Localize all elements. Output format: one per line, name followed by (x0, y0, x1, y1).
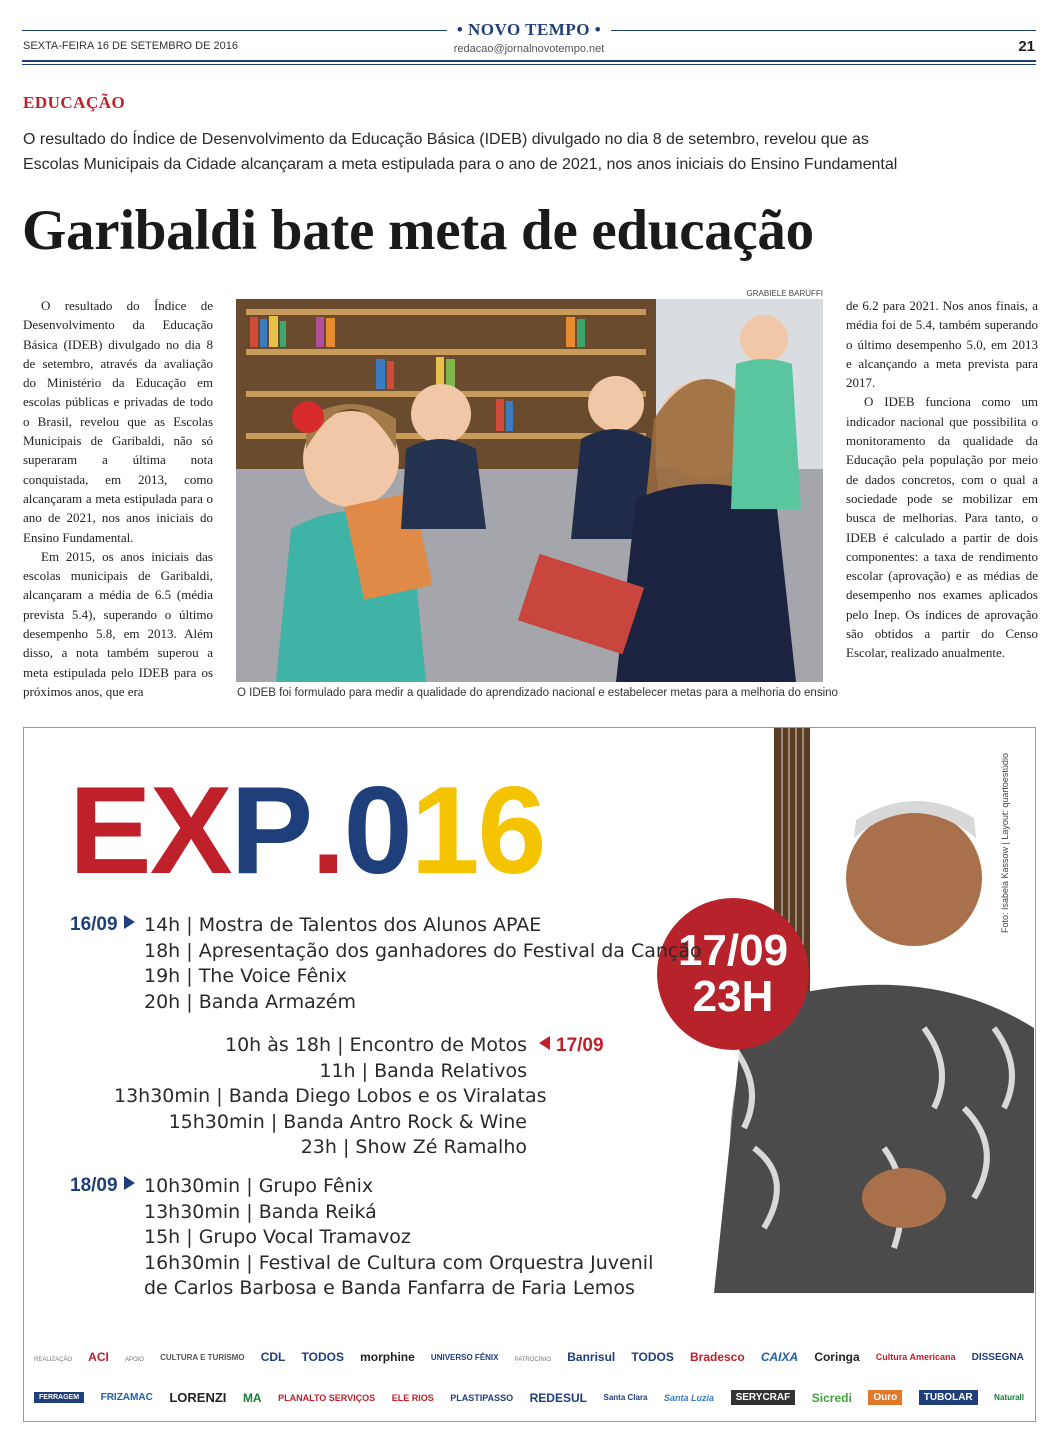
day-3-label: 18/09 (70, 1175, 135, 1197)
schedule-item: 15h30min | Banda Antro Rock & Wine (168, 1110, 527, 1133)
sponsor-logo: PLANALTO SERVIÇOS (278, 1392, 376, 1403)
sponsor-logo: CAIXA (760, 1350, 799, 1364)
sponsor-logo: CDL (260, 1350, 286, 1364)
sponsors-row-2 (34, 1390, 1024, 1405)
logo-letter: X (149, 762, 231, 900)
photo-layout-credit: Foto: Isabela Kassow | Layout: quartoestúdio (1000, 753, 1010, 933)
article-column-left (23, 296, 213, 701)
logo-letter: 0 (343, 762, 411, 900)
photo-caption: O IDEB foi formulado para medir a qualidade do aprendizado nacional e estabelecer metas para a melhoria do ensino (237, 687, 838, 699)
sponsor-logo: Banrisul (567, 1350, 616, 1364)
schedule-item: 20h | Banda Armazém (144, 990, 356, 1013)
sponsor-logo: FERRAGEM (34, 1392, 84, 1403)
section-label: EDUCAÇÃO (23, 93, 126, 112)
sponsor-logo: PLASTIPASSO (450, 1392, 514, 1403)
day-1-schedule (144, 913, 702, 1015)
sponsor-logo: TUBOLAR (919, 1390, 978, 1405)
sponsor-label: REALIZAÇÃO (34, 1357, 73, 1363)
logo-letter: 6 (477, 762, 545, 900)
article-column-right (846, 296, 1038, 663)
sponsor-logo: ACI (88, 1350, 109, 1364)
logo-letter: E (69, 762, 150, 900)
sponsor-logo: Santa Luzia (664, 1392, 715, 1403)
day-2-label: 17/09 (539, 1035, 604, 1057)
paragraph: Em 2015, os anos iniciais das escolas municipais de Garibaldi, alcançaram a média de 6.5 (média prevista 5.4), superando o último desempenho 5.8, em 2013. Além disso, a nota também superou a meta estipulada pelo IDEB para os próximos anos, que era (23, 548, 213, 699)
sponsor-logo: Ouro (868, 1390, 902, 1405)
logo-letter: 1 (410, 762, 478, 900)
sponsor-logo: Coringa (814, 1350, 860, 1364)
sponsor-logo: Sicredi (811, 1390, 852, 1405)
day-1-label: 16/09 (70, 914, 135, 936)
logo-letter: P (230, 762, 312, 900)
schedule-item: 18h | Apresentação dos ganhadores do Festival da Canção (144, 939, 702, 962)
arrow-right-icon (124, 915, 135, 929)
paragraph: O IDEB funciona como um indicador nacional que possibilita o monitoramento da qualidade da Educação pela população por meio de dados concretos, com o qual a sociedade pode se mobilizar em busca de melhorias. Para tanto, o IDEB é calculado a partir de dois componentes: a taxa de rendimento escolar (aprovação) e as médias de desempenho nos exames aplicados pelo Inep. Os índices de aprovação são obtidos a partir do Censo Escolar, realizado anualmente. (846, 394, 1038, 661)
children-reading-photo (236, 299, 823, 682)
sponsor-logo: Santa Clara (603, 1393, 648, 1402)
masthead-rule-bottom-thin (22, 64, 1036, 65)
schedule-item: de Carlos Barbosa e Banda Fanfarra de Faria Lemos (144, 1277, 635, 1299)
sponsor-logo: Bradesco (689, 1350, 745, 1364)
sponsor-label: APOIO (124, 1357, 144, 1363)
sponsor-logo: MA (242, 1390, 262, 1405)
page-number: 21 (1018, 38, 1035, 55)
photo-credit: GRABIELE BARUFFI (746, 289, 823, 298)
sponsor-logo: TODOS (301, 1350, 344, 1364)
article-photo (236, 299, 823, 682)
masthead-rule-bottom (22, 60, 1036, 62)
sponsor-logo: Cultura Americana (875, 1352, 956, 1362)
arrow-right-icon (124, 1176, 135, 1190)
schedule-item: 13h30min | Banda Reiká (144, 1200, 377, 1223)
sponsor-logo: Naturall (994, 1393, 1024, 1402)
sponsor-logo: SERYCRAF (731, 1390, 796, 1405)
sponsor-logo: FRIZAMAC (100, 1392, 153, 1403)
schedule-item: 10h30min | Grupo Fênix (144, 1175, 374, 1197)
article-lead (23, 127, 903, 177)
day-3-schedule (144, 1174, 653, 1302)
day-2-schedule (114, 1033, 547, 1161)
badge-time: 23H (692, 972, 774, 1021)
schedule-item: 11h | Banda Relativos (319, 1059, 527, 1082)
paragraph: de 6.2 para 2021. Nos anos finais, a média foi de 5.4, também superando o último desempenho 5.0, em 2013 e alcançando a meta prevista para 2017. (846, 298, 1038, 391)
sponsor-logo: morphine (360, 1350, 415, 1364)
sponsor-logo: DISSEGNA (971, 1351, 1024, 1363)
sponsor-logo: CULTURA E TURISMO (160, 1352, 245, 1362)
expo-advertisement (23, 727, 1036, 1422)
paragraph: O resultado do Índice de Desenvolvimento da Educação Básica (IDEB) divulgado no dia 8 de setembro, através da avaliação do Ministério da Educação em escolas públicas e privadas de todo o Brasil, revelou que as Escolas Municipais de Garibaldi, não só superaram a última nota conquistada, em 2013, como alcançaram a meta estipulada para o ano de 2021, nos anos iniciais do Ensino Fundamental. (23, 298, 213, 545)
schedule-item: 13h30min | Banda Diego Lobos e os Viralatas (114, 1085, 547, 1107)
sponsor-logo: REDESUL (529, 1390, 587, 1405)
lead-line-2: Escolas Municipais da Cidade alcançaram a meta estipulada para o ano de 2021, nos anos iniciais do Ensino Fundamental (23, 156, 898, 173)
badge-date: 17/09 (677, 926, 789, 975)
sponsor-logo: LORENZI (169, 1390, 227, 1405)
schedule-item: 15h | Grupo Vocal Tramavoz (144, 1226, 411, 1248)
sponsor-logo: UNIVERSO FÊNIX (430, 1352, 499, 1362)
sponsor-label: PATROCÍNIO (514, 1357, 552, 1363)
schedule-item: 14h | Mostra de Talentos dos Alunos APAE (144, 914, 542, 936)
arrow-left-icon (539, 1036, 550, 1050)
schedule-item: 19h | The Voice Fênix (144, 965, 347, 987)
lead-line-1: O resultado do Índice de Desenvolvimento da Educação Básica (IDEB) divulgado no dia 8 de setembro, revelou que as (23, 131, 869, 148)
sponsors-row-1 (34, 1350, 1024, 1364)
masthead-brand: • NOVO TEMPO • (0, 20, 1058, 40)
masthead-date: SEXTA-FEIRA 16 DE SETEMBRO DE 2016 (23, 40, 238, 52)
headline: Garibaldi bate meta de educação (22, 199, 814, 262)
sponsor-logo: TODOS (631, 1350, 674, 1364)
expo-2016-logo (69, 762, 545, 900)
masthead-email[interactable]: redacao@jornalnovotempo.net (453, 43, 605, 55)
schedule-item: 16h30min | Festival de Cultura com Orquestra Juvenil (144, 1251, 654, 1274)
sponsor-logo: ELE RIOS (391, 1392, 434, 1403)
logo-letter: . (311, 762, 344, 900)
schedule-item: 23h | Show Zé Ramalho (300, 1136, 527, 1158)
schedule-item: 10h às 18h | Encontro de Motos (225, 1034, 527, 1056)
